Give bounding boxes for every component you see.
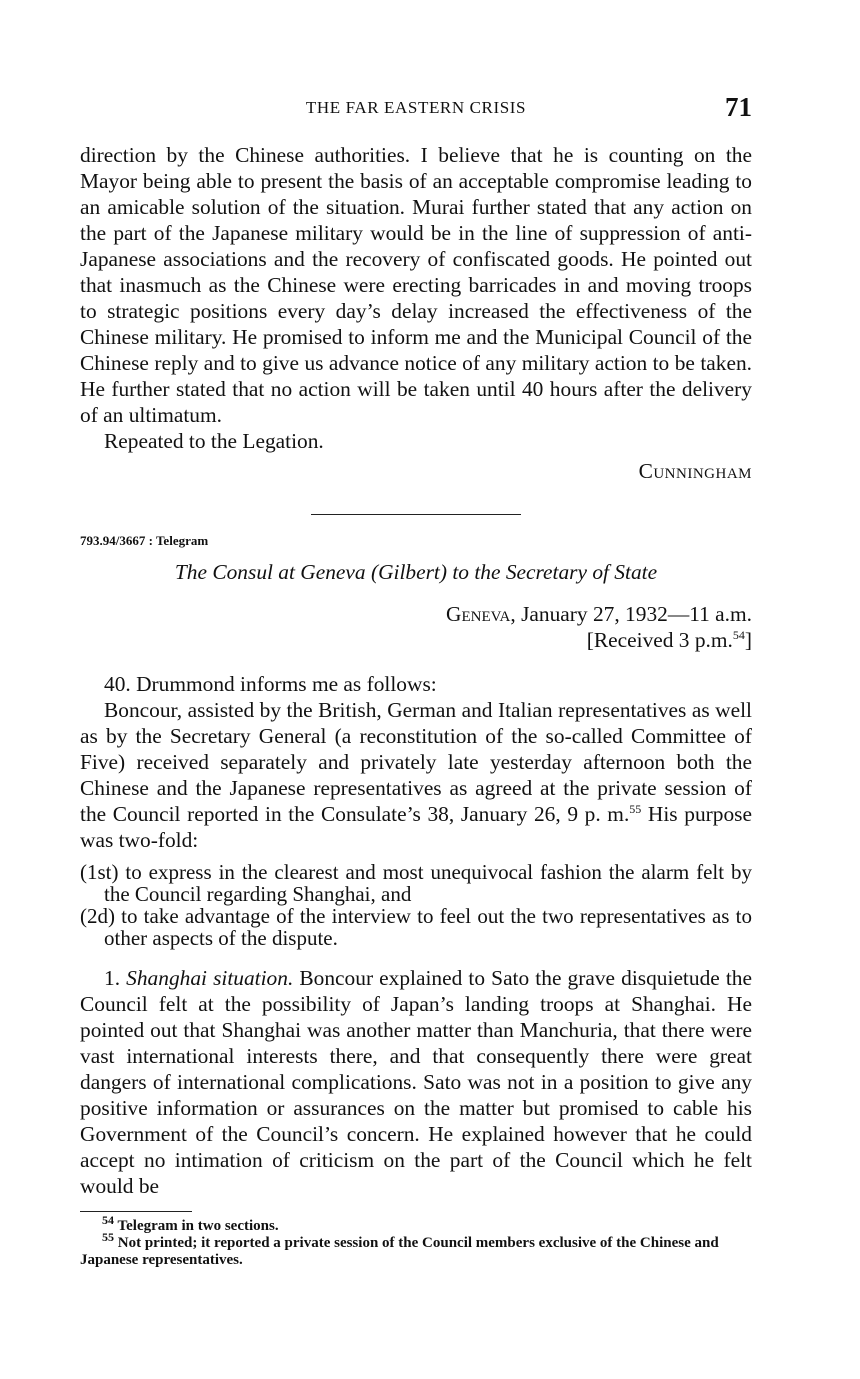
intro-line: 40. Drummond informs me as follows: xyxy=(104,672,437,696)
section-divider xyxy=(311,514,521,515)
section-title: Shanghai situation. xyxy=(126,966,294,990)
footnote-text: Telegram in two sections. xyxy=(117,1218,279,1234)
footnote-divider xyxy=(80,1211,192,1212)
footnotes xyxy=(80,1213,752,1269)
continued-paragraph: direction by the Chinese authorities. I believe that he is counting on the Mayor being able to present the basis of an acceptable compromise leading to an amicable solution of the situation. Murai further stated that any action on the part of the Japanese military would be in the line of suppression of anti-Japanese associations and the recovery of confiscated goods. He pointed out that inasmuch as the Chinese were erecting barricades in and moving troops to strategic positions every day’s delay increased the effectiveness of the Chinese military. He promised to inform me and the Municipal Council of the Chinese reply and to give us advance notice of any military action to be taken. He further stated that no action will be taken until 40 hours after the delivery of an ultimatum. xyxy=(80,143,752,427)
running-head: THE FAR EASTERN CRISIS xyxy=(305,98,527,117)
footnote-mark: 54 xyxy=(102,1213,114,1227)
signature: Cunningham xyxy=(638,459,752,483)
received-line xyxy=(80,627,752,653)
paragraph-boncour-tail: His purpose was two-fold: xyxy=(80,802,752,852)
list-item: (1st) to express in the clearest and most unequivocal fashion the alarm felt by the Council regarding Shanghai, and xyxy=(80,860,752,906)
page-header xyxy=(80,92,752,128)
purpose-list xyxy=(80,861,752,949)
page-number: 71 xyxy=(725,92,752,122)
place-date xyxy=(80,601,752,627)
list-item: (2d) to take advantage of the interview to feel out the two representatives as to other aspects of the dispute. xyxy=(80,904,752,950)
footnote-ref-55: 55 xyxy=(629,801,642,816)
date: January 27, 1932—11 a.m. xyxy=(521,602,752,626)
repeated-note: Repeated to the Legation. xyxy=(104,429,324,453)
paragraph-shanghai-text: Boncour explained to Sato the grave disquietude the Council felt at the possibility of Japan’s landing troops at Shanghai. He pointed out that Shanghai was another matter than Manchuria, that there were vast international interests there, and that consequently there were great dangers of international complications. Sato was not in a position to give any positive information or assurances on the matter but promised to cable his Government of the Council’s concern. He explained however that he could accept no intimation of criticism on the part of the Council which he felt would be xyxy=(80,966,752,1198)
document-title: The Consul at Geneva (Gilbert) to the Secretary of State xyxy=(174,560,658,584)
footnote xyxy=(80,1230,752,1269)
footnote-mark: 55 xyxy=(102,1230,114,1244)
body-text xyxy=(80,142,752,1199)
file-number: 793.94/3667 : Telegram xyxy=(80,533,209,548)
paragraph-shanghai xyxy=(80,965,752,1199)
received-text: [Received 3 p.m. xyxy=(586,628,733,652)
footnote xyxy=(80,1213,752,1235)
place: Geneva, xyxy=(446,602,516,626)
section-number: 1. xyxy=(104,966,127,990)
footnote-text: Not printed; it reported a private session of the Council members exclusive of the Chinese and Japanese representatives. xyxy=(80,1235,719,1268)
paragraph-boncour-text: Boncour, assisted by the British, German and Italian representatives as well as by the Secretary General (a reconstitution of the so-called Committee of Five) received separately and privately late yesterday afternoon both the Chinese and the Japanese representatives as agreed at the private session of the Council reported in the Consulate’s 38, January 26, 9 p. m. xyxy=(80,698,752,826)
received-close: ] xyxy=(744,628,752,652)
footnote-ref-54: 54 xyxy=(732,627,745,642)
paragraph-boncour xyxy=(80,697,752,853)
